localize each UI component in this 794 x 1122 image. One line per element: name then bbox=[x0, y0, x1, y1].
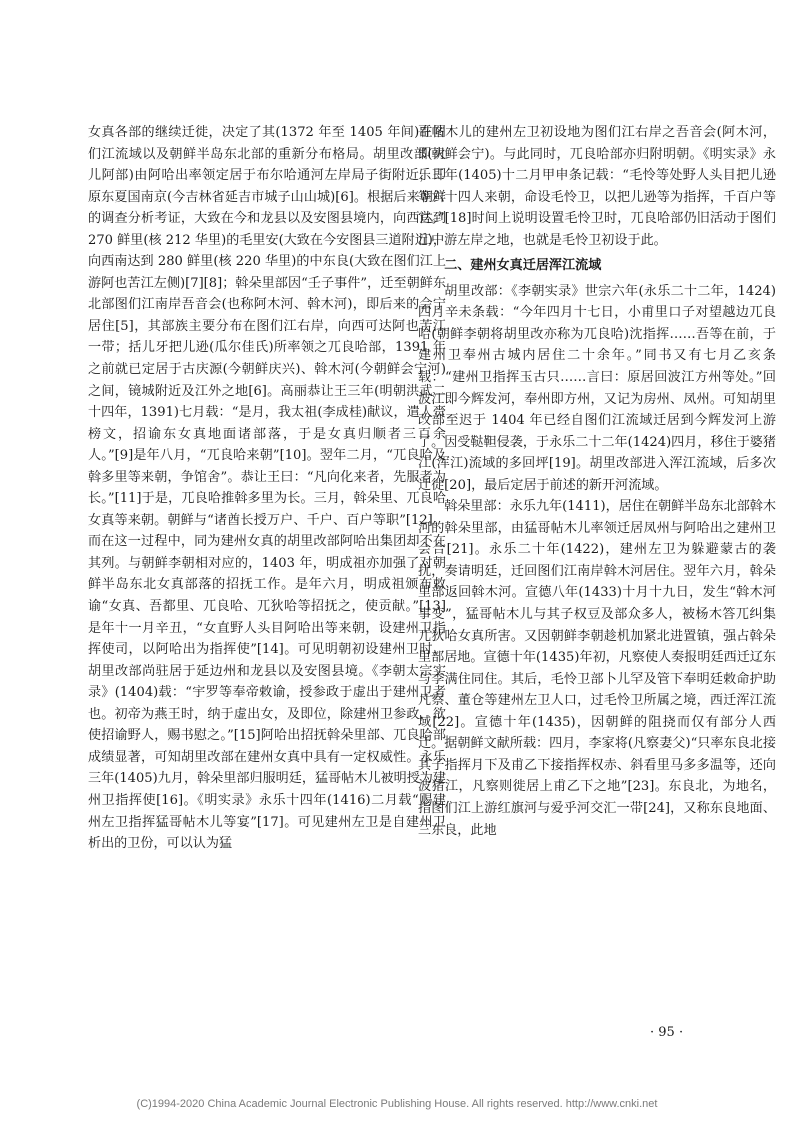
left-column bbox=[88, 122, 446, 855]
body-paragraph: 哥帖木儿的建州左卫初设地为图们江右岸之吾音会(阿木河，即朝鲜会宁)。与此同时，兀良哈部亦归附明朝。《明实录》永乐三年(1405)十二月甲申条记载：“毛怜等处野人头目把儿逊等六十四人来朝，命设毛怜卫，以把儿逊等为指挥，千百户等官。”[18]时间上说明设置毛怜卫时，兀良哈部仍旧活动于图们江中游左岸之地，也就是毛怜卫初设于此。 bbox=[418, 125, 776, 248]
page-number: · 95 · bbox=[650, 1025, 684, 1040]
body-paragraph: 胡里改部：《李朝实录》世宗六年(永乐二十二年，1424)四月辛未条载：“今年四月十七日，小甫里口子对望越边兀良哈(朝鲜李朝将胡里改亦称为兀良哈)沈指挥……吾等在前，于建州卫奉州古城内居住二十余年。”同书又有七月乙亥条载：“建州卫指挥玉古只……言曰：原居回波江方州等处。”回波江即今辉发河，奉州即方州，又记为房州、凤州。可知胡里改部至迟于 1404 年已经自图们江流域迁居到今辉发河上游了。因受鞑靼侵袭，于永乐二十二年(1424)四月，移住于婆猪江(浑江)流域的多回坪[19]。胡里改部进入浑江流域，后多次迁徙[20]，最后定居于前述的新开河流域。 bbox=[418, 283, 776, 493]
copyright-footer: (C)1994-2020 China Academic Journal Electronic Publishing House. All rights reserved. http://www.cnki.net bbox=[136, 1098, 658, 1110]
right-column bbox=[418, 122, 776, 841]
body-paragraph: 女真各部的继续迁徙，决定了其(1372 年至 1405 年间)在图们江流域以及朝鲜半岛东北部的重新分布格局。胡里改部(火儿阿部)由阿哈出率领定居于布尔哈通河左岸局子街附近，即原东夏国南京(今吉林省延吉市城子山山城)[6]。根据后来朝鲜的调查分析考证，大致在今和龙县以及安图县境内，向西达到 270 鲜里(核 212 华里)的毛里安(大致在今安图县三道附近)，向西南达到 280 鲜里(核 220 华里)的中东良(大致在图们江上游阿也苦江左侧)[7][8]；斡朵里部因“壬子事件”，迁至朝鲜东北部图们江南岸吾音会(也称阿木河、斡木河)，即后来的会宁居住[5]，其部族主要分布在图们江右岸，向西可达阿也苦江一带；括儿牙把儿逊(瓜尔佳氏)所率领之兀良哈部，1391 年之前就已定居于古庆源(今朝鲜庆兴)、斡木河(今朝鲜会宁河)之间，镜城附近及江外之地[6]。高丽恭让王三年(明朝洪武二十四年，1391)七月载：“是月，我太祖(李成桂)献议，遣人赍榜文，招谕东女真地面诸部落，于是女真归顺者三百余人。”[9]是年八月，“兀良哈来朝”[10]。翌年二月，“兀良哈及斡多里等来朝，争馆舍”。恭让王曰：“凡向化来者，先服者为长。”[11]于是，兀良哈推斡多里为长。三月，斡朵里、兀良哈女真等来朝。朝鲜与“诸酋长授万户、千户、百户等职”[12]。而在这一过程中，同为建州女真的胡里改部阿哈出集团却不在其列。与朝鲜李朝相对应的，1403 年，明成祖亦加强了对朝鲜半岛东北女真部落的招抚工作。是年六月，明成祖颁布敕谕“女真、吾都里、兀良哈、兀狄哈等招抚之，使贡献。”[13]是年十一月辛丑，“女直野人头目阿哈出等来朝，设建州卫指挥使司，以阿哈出为指挥使”[14]。可见明朝初设建州卫时，胡里改部尚驻居于延边州和龙县以及安图县境。《李朝太宗实录》(1404)载：“宇罗等奉帝敕谕，授参政于虚出于建州卫者也。初帝为燕王时，纳于虚出女，及即位，除建州卫参政，欲使招谕野人，赐书慰之。”[15]阿哈出招抚斡朵里部、兀良哈部成绩显著，可知胡里改部在建州女真中具有一定权威性。永乐三年(1405)九月，斡朵里部归服明廷，猛哥帖木儿被明授为建州卫指挥使[16]。《明实录》永乐十四年(1416)二月载“赐建州左卫指挥猛哥帖木儿等宴”[17]。可见建州左卫是自建州卫析出的卫份，可以认为猛 bbox=[88, 125, 446, 852]
body-paragraph: 斡朵里部：永乐九年(1411)，居住在朝鲜半岛东北部斡木河的斡朵里部，由猛哥帖木儿率领迁居凤州与阿哈出之建州卫会合[21]。永乐二十年(1422)，建州左卫为躲避蒙古的袭扰，奏请明廷，迁回图们江南岸斡木河居住。翌年六月，斡朵里部返回斡木河。宣德八年(1433)十月十九日，发生“斡木河事变”，猛哥帖木儿与其子权豆及部众多人，被杨木答兀纠集兀狄哈女真所害。又因朝鲜李朝趁机加紧北进置镇，强占斡朵里部居地。宣德十年(1435)年初，凡察使人奏报明廷西迁辽东与李满住同住。其后，毛怜卫部卜儿罕及管下奉明廷敕命护助凡察、董仓等建州左卫人口，过毛怜卫所属之境，西迁浑江流域[22]。宣德十年(1435)，因朝鲜的阻挠而仅有部分人西迁。据朝鲜文献所载：四月，李家将(凡察妻父)“只率东良北接其子指挥月下及甫乙下接指挥权赤、斜看里马多多温等，还向波猪江，凡察则徙居上甫乙下之地”[23]。东良北，为地名，指图们江上游红旗河与爱乎河交汇一带[24]，又称东良地面、三东良，此地 bbox=[418, 499, 776, 838]
section-heading: 二、建州女真迁居浑江流域 bbox=[444, 258, 602, 274]
